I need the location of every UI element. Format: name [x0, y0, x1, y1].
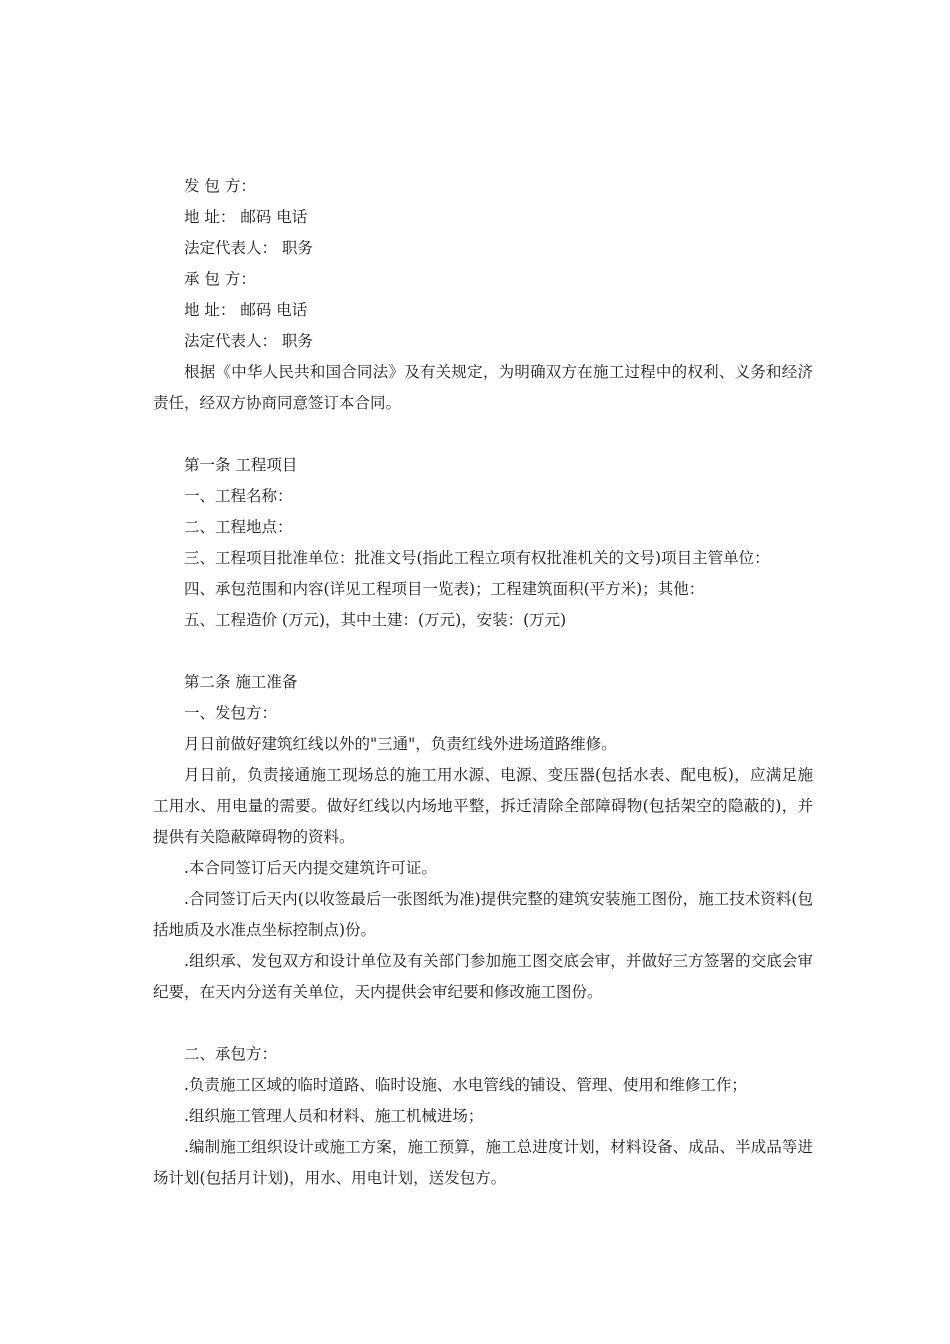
- article2-title: 第二条 施工准备: [184, 673, 298, 691]
- employer-address: 地 址： 邮码 电话: [184, 208, 308, 226]
- spacer: [153, 636, 813, 667]
- employer-label: 发 包 方：: [184, 177, 256, 195]
- employer-duty-item: 月日前做好建筑红线以外的"三通"，负责红线外进场道路维修。: [184, 735, 617, 753]
- spacer: [153, 419, 813, 450]
- article1-title: 第一条 工程项目: [184, 456, 298, 474]
- contractor-duties-heading: 二、承包方：: [184, 1045, 278, 1063]
- employer-duties-heading: 一、发包方：: [184, 704, 278, 722]
- contractor-duty-item: .编制施工组织设计或施工方案，施工预算，施工总进度计划，材料设备、成品、半成品等进场计划(包括月计划)，用水、用电计划，送发包方。: [153, 1138, 813, 1187]
- article1-item: 二、工程地点：: [184, 518, 293, 536]
- article1-item: 三、工程项目批准单位：批准文号(指此工程立项有权批准机关的文号)项目主管单位：: [184, 549, 770, 567]
- article1-item: 四、承包范围和内容(详见工程项目一览表)；工程建筑面积(平方米)；其他：: [184, 580, 705, 598]
- contractor-label: 承 包 方：: [184, 270, 256, 288]
- employer-duty-item: .合同签订后天内(以收签最后一张图纸为准)提供完整的建筑安装施工图份，施工技术资料(包括地质及水准点坐标控制点)份。: [153, 890, 813, 939]
- contractor-duty-item: .组织施工管理人员和材料、施工机械进场；: [184, 1107, 484, 1125]
- employer-duty-item: .本合同签订后天内提交建筑许可证。: [184, 859, 437, 877]
- employer-representative: 法定代表人： 职务: [184, 239, 313, 257]
- contract-page: [153, 171, 813, 1194]
- contractor-duty-item: .负责施工区域的临时道路、临时设施、水电管线的铺设、管理、使用和维修工作；: [184, 1076, 747, 1094]
- contractor-address: 地 址： 邮码 电话: [184, 301, 308, 319]
- article1-item: 五、工程造价 (万元)，其中土建：(万元)，安装：(万元): [184, 611, 567, 629]
- preamble-paragraph: 根据《中华人民共和国合同法》及有关规定，为明确双方在施工过程中的权利、义务和经济责任，经双方协商同意签订本合同。: [153, 363, 813, 412]
- article1-item: 一、工程名称：: [184, 487, 293, 505]
- contractor-representative: 法定代表人： 职务: [184, 332, 313, 350]
- employer-duty-item: 月日前，负责接通施工现场总的施工用水源、电源、变压器(包括水表、配电板)，应满足施工用水、用电量的需要。做好红线以内场地平整，拆迁清除全部障碍物(包括架空的隐蔽的)，并提供有关隐蔽障碍物的资料。: [153, 766, 813, 846]
- employer-duty-item: .组织承、发包双方和设计单位及有关部门参加施工图交底会审，并做好三方签署的交底会审纪要，在天内分送有关单位，天内提供会审纪要和修改施工图份。: [153, 952, 813, 1001]
- spacer: [153, 1008, 813, 1039]
